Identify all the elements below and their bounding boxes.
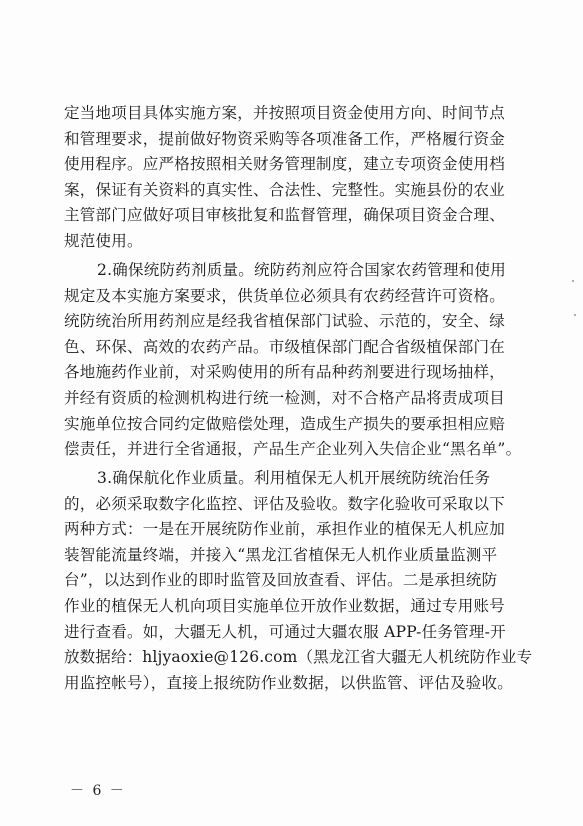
text-line: 实施单位按合同约定做赔偿处理，造成生产损失的要承担相应赔 xyxy=(64,414,506,433)
text-line: 规范使用。 xyxy=(64,231,143,250)
text-line: 各地施药作业前，对采购使用的所有品种药剂要进行现场抽样， xyxy=(64,363,506,382)
text-line: 装智能流量终端，并接入“黑龙江省植保无人机作业质量监测平 xyxy=(64,545,498,564)
page-number: － 6 － xyxy=(70,783,126,799)
text-line: 进行查看。如，大疆无人机，可通过大疆农服 APP-任务管理-开 xyxy=(64,622,506,641)
scan-speck xyxy=(572,280,574,282)
text-line: 案，保证有关资料的真实性、合法性、完整性。实施县份的农业 xyxy=(64,180,506,199)
text-line: 3.确保航化作业质量。利用植保无人机开展统防统治任务 xyxy=(97,469,491,487)
text-line: 台”，以达到作业的即时监管及回放查看、评估。二是承担统防 xyxy=(64,571,498,590)
text-line: 和管理要求，提前做好物资采购等各项准备工作，严格履行资金 xyxy=(64,129,506,148)
text-line: 用监控帐号），直接上报统防作业数据，以供监管、评估及验收。 xyxy=(64,673,514,692)
text-line: 放数据给：hljyaoxie@126.com（黑龙江省大疆无人机统防作业专 xyxy=(64,648,533,667)
text-line: 的，必须采取数字化监控、评估及验收。数字化验收可采取以下 xyxy=(64,494,506,513)
text-line: 主管部门应做好项目审核批复和监督管理，确保项目资金合理、 xyxy=(64,206,506,225)
text-line: 作业的植保无人机向项目实施单位开放作业数据，通过专用账号 xyxy=(64,596,506,615)
text-line: 2.确保统防药剂质量。统防药剂应符合国家农药管理和使用 xyxy=(97,261,507,279)
text-line: 并经有资质的检测机构进行统一检测，对不合格产品将责成项目 xyxy=(64,388,506,407)
scan-speck xyxy=(574,314,576,316)
text-line: 两种方式：一是在开展统防作业前，承担作业的植保无人机应加 xyxy=(64,520,506,539)
text-line: 使用程序。应严格按照相关财务管理制度，建立专项资金使用档 xyxy=(64,155,506,174)
paragraph-2 xyxy=(64,258,534,463)
text-line: 统防统治所用药剂应是经我省植保部门试验、示范的，安全、绿 xyxy=(64,312,506,331)
text-line: 偿责任，并进行全省通报，产品生产企业列入失信企业“黑名单”。 xyxy=(64,440,522,459)
paragraph-1 xyxy=(64,101,534,255)
paragraph-3 xyxy=(64,466,534,696)
text-line: 色、环保、高效的农药产品。市级植保部门配合省级植保部门在 xyxy=(64,337,506,356)
text-line: 规定及本实施方案要求，供货单位必须具有农药经营许可资格。 xyxy=(64,286,506,305)
text-line: 定当地项目具体实施方案，并按照项目资金使用方向、时间节点 xyxy=(64,104,506,122)
